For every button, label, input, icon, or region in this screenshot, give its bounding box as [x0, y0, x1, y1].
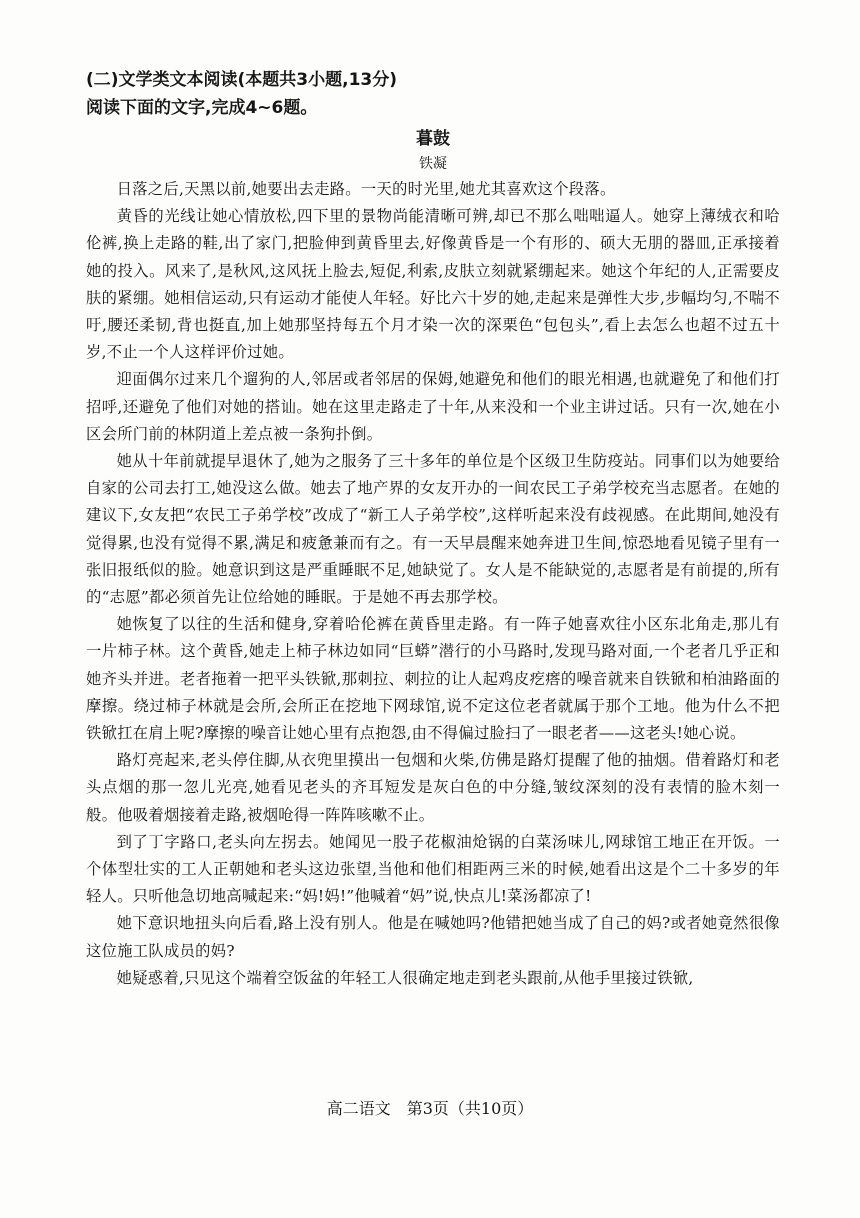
- paragraph: 路灯亮起来,老头停住脚,从衣兜里摸出一包烟和火柴,仿佛是路灯提醒了他的抽烟。借着路灯和老头点烟的那一忽儿光亮,她看见老头的齐耳短发是灰白色的中分缝,皱纹深刻的没有表情的脸木刻一般。他吸着烟接着走路,被烟呛得一阵阵咳嗽不止。: [86, 751, 780, 824]
- paragraph: 她从十年前就提早退休了,她为之服务了三十多年的单位是个区级卫生防疫站。同事们以为她要给自家的公司去打工,她没这么做。她去了地产界的女友开办的一间农民工子弟学校充当志愿者。在她的建议下,女友把“农民工子弟学校”改成了“新工人子弟学校”,这样听起来没有歧视感。在此期间,她没有觉得累,也没有觉得不累,满足和疲惫兼而有之。有一天早晨醒来她奔进卫生间,惊恐地看见镜子里有一张旧报纸似的脸。她意识到这是严重睡眠不足,她缺觉了。女人是不能缺觉的,志愿者是有前提的,所有的“志愿”都必须首先让位给她的睡眠。于是她不再去那学校。: [86, 452, 780, 607]
- story-body: [86, 176, 780, 992]
- exam-page: [86, 68, 780, 992]
- story-title: 暮鼓: [416, 129, 450, 149]
- paragraph: 她恢复了以往的生活和健身,穿着哈伦裤在黄昏里走路。有一阵子她喜欢往小区东北角走,那儿有一片柿子林。这个黄昏,她走上柿子林边如同“巨蟒”潜行的小马路时,发现马路对面,一个老者几乎正和她齐头并进。老者拖着一把平头铁锨,那刺拉、刺拉的让人起鸡皮疙瘩的噪音就来自铁锨和柏油路面的摩擦。绕过柿子林就是会所,会所正在挖地下网球馆,说不定这位老者就属于那个工地。他为什么不把铁锨扛在肩上呢?摩擦的噪音让她心里有点抱怨,由不得偏过脸扫了一眼老者——这老头!她心说。: [86, 615, 780, 743]
- paragraph: 迎面偶尔过来几个遛狗的人,邻居或者邻居的保姆,她避免和他们的眼光相遇,也就避免了和他们打招呼,还避免了他们对她的搭讪。她在这里走路走了十年,从来没和一个业主讲过话。只有一次,她在小区会所门前的林阴道上差点被一条狗扑倒。: [86, 370, 780, 443]
- story-author: 铁凝: [419, 156, 447, 172]
- page-footer: 高二语文 第3页（共10页）: [326, 1099, 534, 1118]
- paragraph: 到了丁字路口,老头向左拐去。她闻见一股子花椒油炝锅的白菜汤味儿,网球馆工地正在开饭。一个体型壮实的工人正朝她和老头这边张望,当他和他们相距两三米的时候,她看出这是个二十多岁的年轻人。只听他急切地高喊起来:“妈!妈!”他喊着“妈”说,快点儿!菜汤都凉了!: [86, 832, 780, 906]
- paragraph: 她下意识地扭头向后看,路上没有别人。他是在喊她吗?他错把她当成了自己的妈?或者她竟然很像这位施工队成员的妈?: [86, 914, 780, 960]
- paragraph: 日落之后,天黑以前,她要出去走路。一天的时光里,她尤其喜欢这个段落。: [116, 180, 616, 198]
- paragraph: 黄昏的光线让她心情放松,四下里的景物尚能清晰可辨,却已不那么咄咄逼人。她穿上薄绒衣和哈伦裤,换上走路的鞋,出了家门,把脸伸到黄昏里去,好像黄昏是一个有形的、硕大无朋的器皿,正承接着她的投入。风来了,是秋风,这风抚上脸去,短促,利索,皮肤立刻就紧绷起来。她这个年纪的人,正需要皮肤的紧绷。她相信运动,只有运动才能使人年轻。好比六十岁的她,走起来是弹性大步,步幅均匀,不喘不吁,腰还柔韧,背也挺直,加上她那坚持每五个月才染一次的深栗色“包包头”,看上去怎么也超不过五十岁,不止一个人这样评价过她。: [86, 207, 780, 362]
- paragraph: 她疑惑着,只见这个端着空饭盆的年轻工人很确定地走到老头跟前,从他手里接过铁锨,: [116, 968, 694, 987]
- section-title: (二)文学类文本阅读(本题共3小题,13分): [86, 70, 398, 90]
- reading-instruction: 阅读下面的文字,完成4~6题。: [86, 98, 318, 118]
